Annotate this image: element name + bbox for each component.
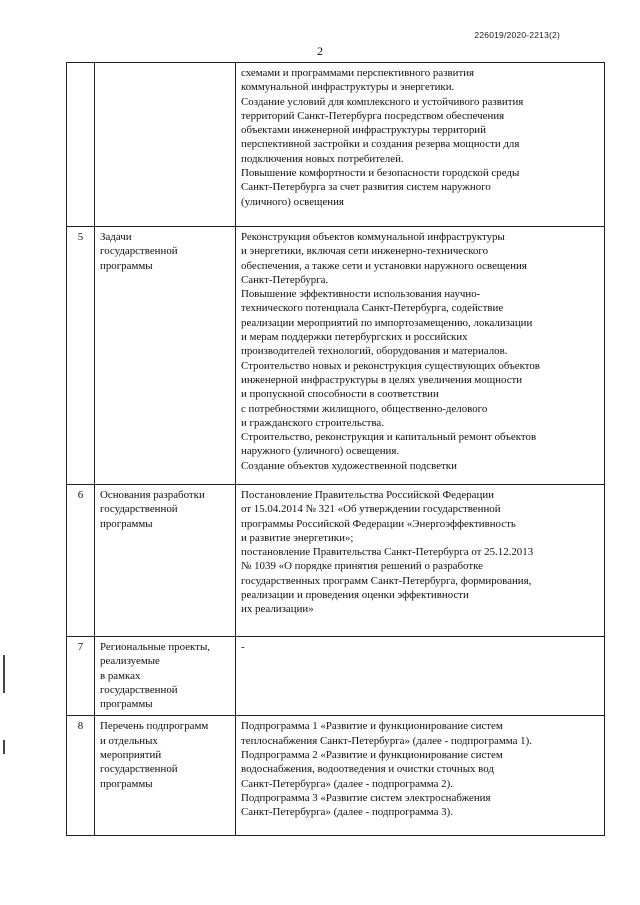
row-content-line: постановление Правительства Санкт-Петербурга от 25.12.2013 bbox=[241, 546, 534, 559]
row-title-cell bbox=[95, 485, 236, 637]
row-content-line: подключения новых потребителей. bbox=[241, 152, 404, 165]
row-content-line: коммунальной инфраструктуры и энергетики. bbox=[241, 81, 455, 94]
row-title-line: и отдельных bbox=[100, 734, 158, 747]
row-title-line: Задачи bbox=[100, 231, 132, 243]
table-row bbox=[67, 716, 605, 836]
row-title-cell bbox=[95, 637, 236, 716]
row-content-line: (уличного) освещения bbox=[241, 195, 344, 208]
row-content-line: реализации и проведения оценки эффективности bbox=[241, 589, 469, 602]
row-title-line: в рамках bbox=[100, 669, 141, 682]
row-content-cell bbox=[236, 485, 605, 637]
row-content-cell bbox=[236, 637, 605, 716]
scan-edge-mark bbox=[3, 655, 5, 693]
row-content-line: Реконструкция объектов коммунальной инфраструктуры bbox=[241, 231, 505, 243]
row-title-cell bbox=[95, 227, 236, 485]
row-content-line: производителей технологий, оборудования и материалов. bbox=[241, 345, 508, 358]
row-content-line: Создание объектов художественной подсветки bbox=[241, 459, 457, 472]
row-content-line: Подпрограмма 1 «Развитие и функционирование систем bbox=[241, 720, 503, 733]
row-content-line: программы Российской Федерации «Энергоэффективность bbox=[241, 517, 516, 530]
row-content-line: территорий Санкт-Петербурга посредством обеспечения bbox=[241, 109, 505, 122]
row-content-line: и энергетики, включая сети инженерно-технического bbox=[241, 245, 489, 258]
row-title-line: программы bbox=[100, 259, 153, 272]
page-number: 2 bbox=[317, 44, 323, 58]
row-content-line: № 1039 «О порядке принятия решений о разработке bbox=[241, 560, 483, 573]
row-title-cell bbox=[95, 716, 236, 836]
row-content-line: и гражданского строительства. bbox=[241, 416, 384, 429]
row-number: 6 bbox=[67, 485, 95, 637]
row-number: 8 bbox=[67, 716, 95, 836]
table-row bbox=[67, 227, 605, 485]
row-content-line: реализации мероприятий по импортозамещению, локализации bbox=[241, 316, 533, 329]
row-content-line: Санкт-Петербурга. bbox=[241, 273, 329, 286]
row-number bbox=[67, 63, 95, 227]
row-content-line: Подпрограмма 2 «Развитие и функционирование систем bbox=[241, 749, 503, 762]
row-number: 5 bbox=[67, 227, 95, 485]
row-number: 7 bbox=[67, 637, 95, 716]
row-content-line: - bbox=[241, 641, 245, 653]
table-body bbox=[67, 63, 605, 836]
row-content-line: объектами инженерной инфраструктуры территорий bbox=[241, 124, 486, 137]
row-title-line: государственной bbox=[100, 683, 178, 696]
row-title-line: Основания разработки bbox=[100, 489, 205, 501]
row-content-line: Строительство, реконструкция и капитальный ремонт объектов bbox=[241, 431, 537, 444]
table-row bbox=[67, 637, 605, 716]
row-content-line: Санкт-Петербурга за счет развития систем наружного bbox=[241, 181, 491, 194]
row-title-line: государственной bbox=[100, 245, 178, 258]
row-content-cell bbox=[236, 63, 605, 227]
row-content-line: Повышение комфортности и безопасности городской среды bbox=[241, 167, 520, 180]
row-title-line: Перечень подпрограмм bbox=[100, 720, 209, 733]
row-content-line: Санкт-Петербурга» (далее - подпрограмма 3). bbox=[241, 806, 453, 819]
row-content-line: Постановление Правительства Российской Федерации bbox=[241, 489, 494, 501]
row-content-line: наружного (уличного) освещения. bbox=[241, 445, 400, 458]
row-content-line: водоснабжения, водоотведения и очистки сточных вод bbox=[241, 763, 494, 776]
row-title-line: программы bbox=[100, 698, 153, 711]
row-content-line: Повышение эффективности использования научно- bbox=[241, 288, 481, 301]
table-row bbox=[67, 63, 605, 227]
row-content-line: обеспечения, а также сети и установки наружного освещения bbox=[241, 259, 527, 272]
row-content-line: с потребностями жилищного, общественно-делового bbox=[241, 402, 488, 415]
row-content-line: технического потенциала Санкт-Петербурга, содействие bbox=[241, 302, 504, 315]
row-content-line: Подпрограмма 3 «Развитие систем электроснабжения bbox=[241, 791, 491, 804]
row-content-line: Строительство новых и реконструкция существующих объектов bbox=[241, 359, 540, 372]
row-content-line: от 15.04.2014 № 321 «Об утверждении государственной bbox=[241, 503, 501, 516]
document-registration-code: 226019/2020-2213(2) bbox=[474, 30, 560, 40]
scan-edge-mark bbox=[3, 740, 5, 754]
row-content-line: перспективной застройки и создания резерва мощности для bbox=[241, 138, 520, 151]
row-content-cell bbox=[236, 227, 605, 485]
row-content-line: схемами и программами перспективного развития bbox=[241, 67, 475, 79]
row-content-line: и пропускной способности в соответствии bbox=[241, 388, 439, 401]
row-content-line: их реализации» bbox=[241, 603, 314, 616]
row-title-cell bbox=[95, 63, 236, 227]
row-title-line: государственной bbox=[100, 503, 178, 516]
program-passport-table bbox=[66, 62, 605, 836]
row-content-line: инженерной инфраструктуры в целях увеличения мощности bbox=[241, 373, 523, 386]
row-title-line: программы bbox=[100, 517, 153, 530]
row-content-line: Создание условий для комплексного и устойчивого развития bbox=[241, 95, 524, 108]
row-content-line: и развитие энергетики»; bbox=[241, 531, 354, 544]
table-row bbox=[67, 485, 605, 637]
row-content-line: Санкт-Петербурга» (далее - подпрограмма 2). bbox=[241, 777, 453, 790]
row-content-line: государственных программ Санкт-Петербурга, формирования, bbox=[241, 574, 532, 587]
row-title-line: Региональные проекты, bbox=[100, 641, 210, 653]
row-title-line: реализуемые bbox=[100, 655, 160, 668]
row-title-line: государственной bbox=[100, 763, 178, 776]
row-content-line: теплоснабжения Санкт-Петербурга» (далее - подпрограмма 1). bbox=[241, 734, 532, 747]
row-title-line: программы bbox=[100, 777, 153, 790]
row-content-line: и мерам поддержки петербургских и российских bbox=[241, 331, 468, 344]
row-content-cell bbox=[236, 716, 605, 836]
row-title-line: мероприятий bbox=[100, 749, 162, 762]
